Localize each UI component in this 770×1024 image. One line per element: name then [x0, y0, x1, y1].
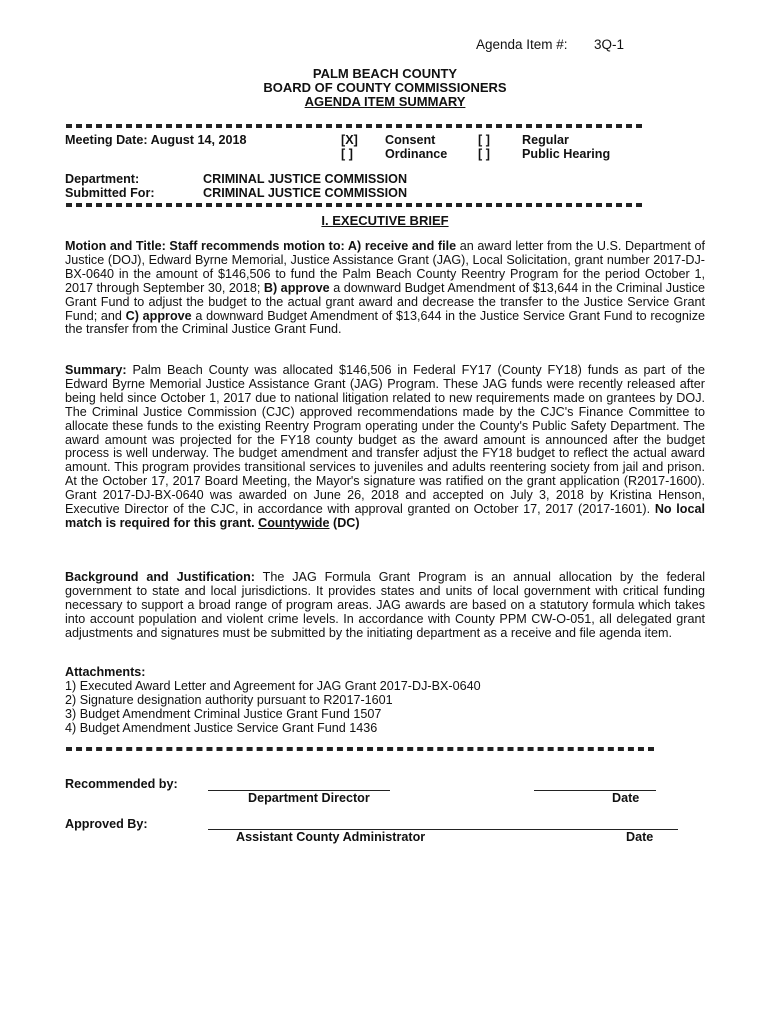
list-item: 3) Budget Amendment Criminal Justice Grant Fund 1507: [65, 706, 382, 721]
section-title: I. EXECUTIVE BRIEF: [321, 213, 449, 228]
separator-rule: [66, 124, 642, 128]
motion-label: Motion and Title:: [65, 239, 166, 253]
regular-label: Regular: [522, 133, 569, 147]
meeting-date: Meeting Date: August 14, 2018: [65, 133, 247, 147]
motion-text-2: a downward Budget Amendment of $13,644 in the Criminal Justice Grant Fund to adjust the budget to the actual grant award and decrease the transfer to the Justice Service Grant Fund; and: [65, 280, 705, 323]
list-item: 4) Budget Amendment Justice Service Grant Fund 1436: [65, 720, 378, 735]
summary-paragraph: [65, 364, 705, 531]
summary-label: Summary:: [65, 363, 127, 377]
county-title: PALM BEACH COUNTY: [312, 66, 458, 81]
motion-text-3: a downward Budget Amendment of $13,644 in the Justice Service Grant Fund to recognize the transfer from the Criminal Justice Grant Fund.: [65, 308, 706, 337]
background-text: The JAG Formula Grant Program is an annual allocation by the federal government to state and local jurisdictions. It provides states and units of local government with critical funding necessary to support a broad range of program areas. JAG awards are based on a statutory formula which takes into account population and violent crime levels. In accordance with County PPM CW-O-051, all delegated grant adjustments and signatures must be submitted by the initiating department as a receive and file agenda item.: [65, 570, 705, 640]
consent-label: Consent: [385, 133, 436, 147]
summary-text: Palm Beach County was allocated $146,506 in Federal FY17 (County FY18) funds as part of the Edward Byrne Memorial Justice Assistance Grant (JAG) Program. These JAG funds were recently released after being held since October 1, 2017 due to national litigation related to new requirements made on grantees by DOJ. The Criminal Justice Commission (CJC) approved recommendations made by the CJC's Finance Committee to allocate these funds to the existing Reentry Program operating under the County's Public Safety Department. The award amount was projected for the FY18 county budget as the award amount is announced after the budget process is well underway. The budget amendment and transfer adjust the FY18 budget to reflect the actual award amount. This program provides transitional services to juveniles and adults reentering society from jail and prison. At the October 17, 2017 Board Meeting, the Mayor's signature was ratified on the grant application (R2017-1600). Grant 2017-DJ-BX-0640 was awarded on June 26, 2018 and accepted on July 3, 2018 by Kristina Henson, Executive Director of the CJC, in accordance with approval granted on October 17, 2017 (2017-1601).: [65, 363, 705, 517]
separator-rule: [66, 203, 642, 207]
motion-b-label: B) approve: [263, 280, 330, 295]
background-paragraph: [65, 571, 705, 641]
agenda-item-value: 3Q-1: [594, 37, 625, 52]
consent-checkbox: [X]: [341, 133, 358, 147]
regular-checkbox: [ ]: [478, 133, 490, 147]
agenda-item-label: Agenda Item #:: [476, 37, 568, 52]
motion-text-1: an award letter from the U.S. Department of Justice (DOJ), Edward Byrne Memorial, Justice Assistance Grant (JAG), Local Solicitation, grant number 2017-DJ-BX-0640 in the amount of $146,506 to fund the Palm Beach County Reentry Program for the period October 1, 2017 through September 30, 2018;: [65, 239, 705, 295]
ordinance-label: Ordinance: [385, 147, 448, 161]
approved-by-label: Approved By:: [65, 817, 148, 831]
attachments-list: [65, 666, 665, 736]
department-label: Department:: [65, 172, 140, 186]
submitted-label: Submitted For:: [65, 186, 155, 200]
department-director-label: Department Director: [248, 791, 370, 805]
ordinance-checkbox: [ ]: [341, 147, 353, 161]
public-hearing-label: Public Hearing: [522, 147, 611, 161]
recommended-by-label: Recommended by:: [65, 777, 178, 791]
summary-title: AGENDA ITEM SUMMARY: [304, 94, 466, 109]
no-match-statement: No local match is required for this grant.: [65, 502, 705, 530]
motion-lead: Staff recommends motion to: A) receive and file: [169, 239, 457, 253]
submitted-value: CRIMINAL JUSTICE COMMISSION: [203, 186, 408, 200]
public-hearing-checkbox: [ ]: [478, 147, 490, 161]
list-item: 1) Executed Award Letter and Agreement for JAG Grant 2017-DJ-BX-0640: [65, 678, 481, 693]
background-label: Background and Justification:: [65, 570, 255, 584]
motion-paragraph: [65, 240, 705, 337]
district-label: (DC): [333, 515, 360, 530]
attachments-label: Attachments:: [65, 665, 146, 679]
list-item: 2) Signature designation authority pursuant to R2017-1601: [65, 692, 393, 707]
countywide-label: Countywide: [258, 515, 330, 530]
motion-c-label: C) approve: [125, 308, 192, 323]
date-label: Date: [626, 830, 654, 844]
board-title: BOARD OF COUNTY COMMISSIONERS: [263, 80, 507, 95]
assistant-administrator-label: Assistant County Administrator: [236, 830, 426, 844]
department-value: CRIMINAL JUSTICE COMMISSION: [203, 172, 408, 186]
date-label: Date: [612, 791, 640, 805]
separator-rule: [66, 747, 654, 751]
